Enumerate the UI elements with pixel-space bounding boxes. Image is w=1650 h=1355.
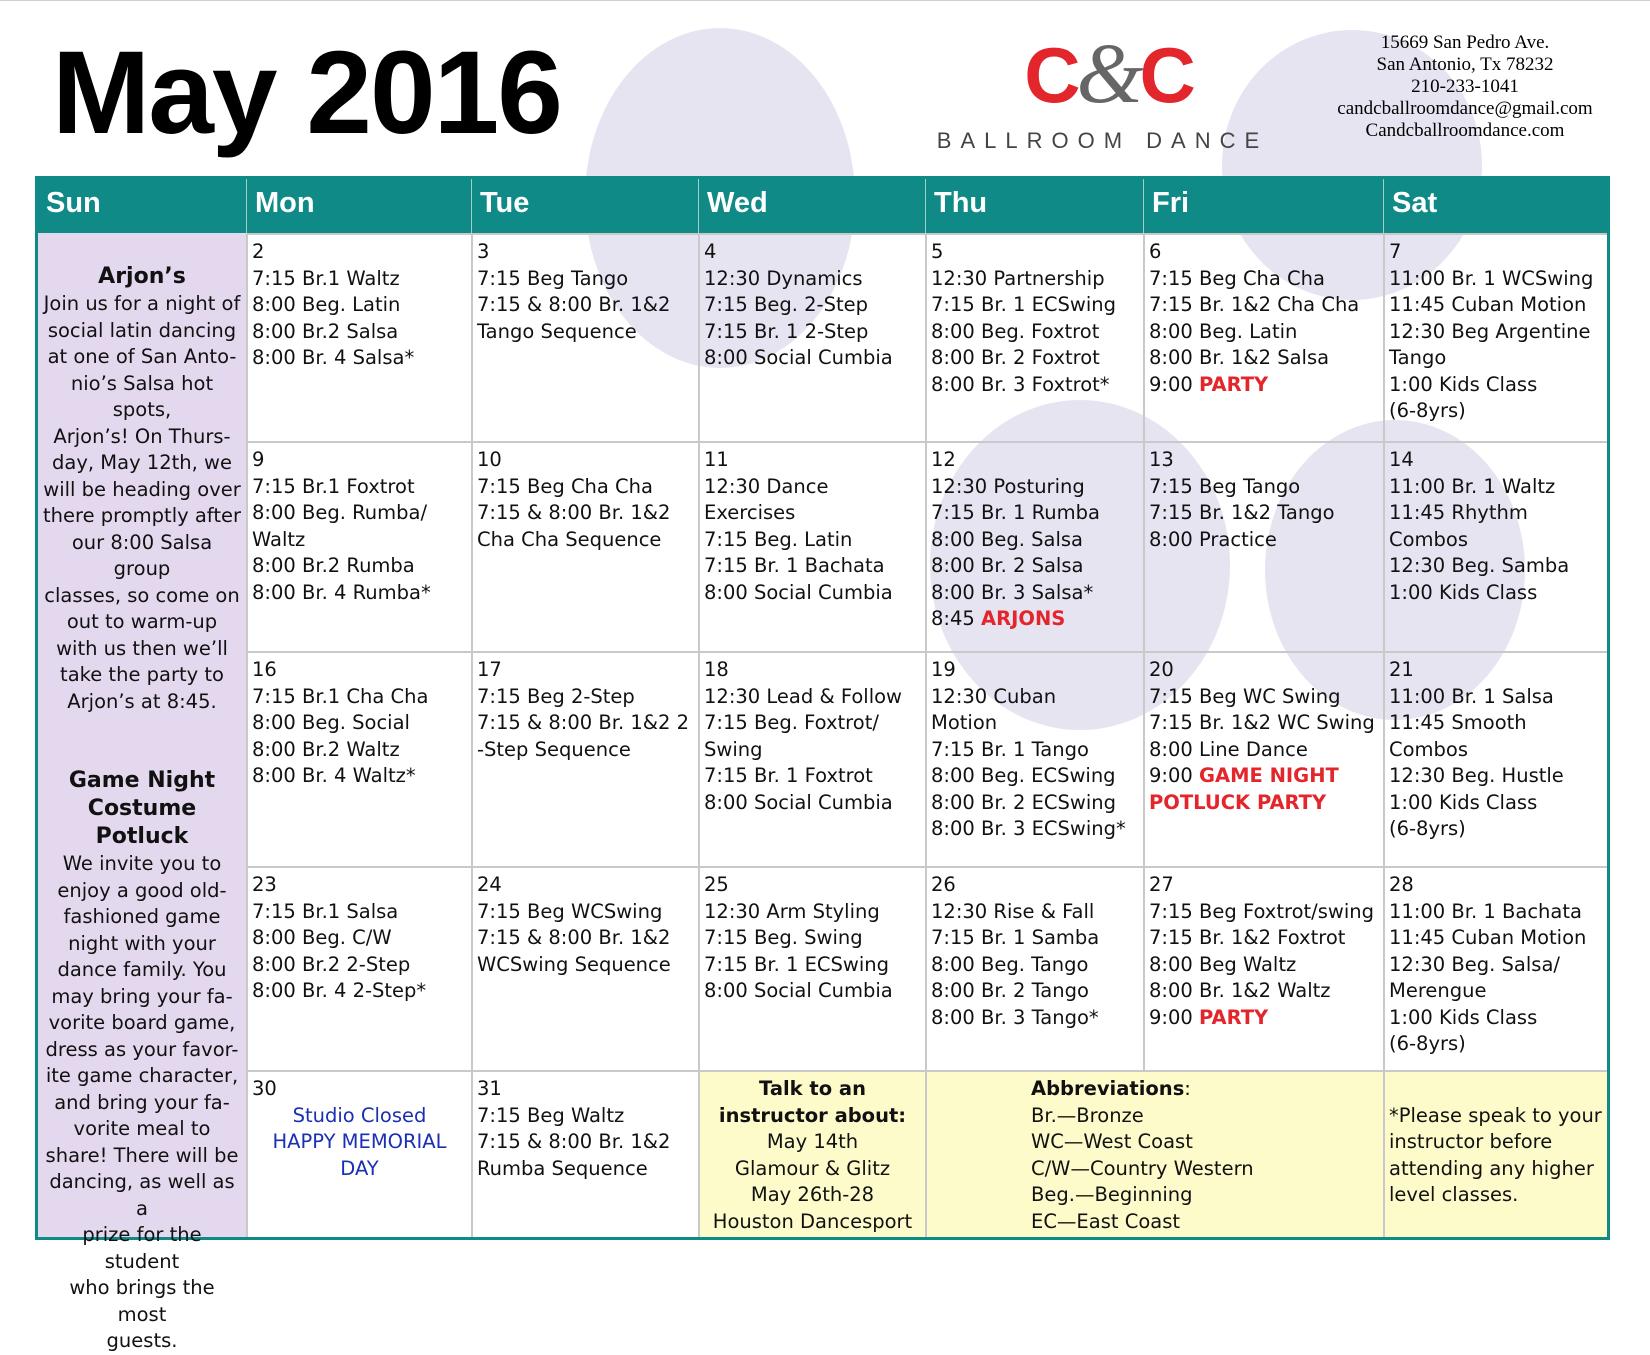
page-title: May 2016: [52, 27, 561, 159]
day-number: 19: [931, 658, 956, 681]
class-entry: (6-8yrs): [1389, 1032, 1466, 1055]
class-entry: 12:30 Cuban: [931, 684, 1057, 708]
class-entry: 7:15 Br. 1 Bachata: [704, 554, 885, 577]
class-entry: WCSwing Sequence: [477, 952, 671, 976]
text-line: 7:15 & 8:00 Br. 1&2: [477, 1130, 671, 1153]
text-line: dancing, as well as a: [49, 1170, 235, 1220]
class-entry: 8:00 Beg. ECSwing: [931, 764, 1116, 787]
day-number: 9: [252, 448, 265, 471]
text-line: Br.—Bronze: [1031, 1103, 1144, 1127]
day-cell: [1383, 651, 1607, 866]
abbreviation-list: [1031, 1103, 1379, 1236]
class-entry: 12:30 Beg. Samba: [1389, 554, 1570, 577]
class-entry: 7:15 Beg. Latin: [704, 527, 853, 551]
event-description: [43, 851, 241, 1355]
logo-letter: C: [1139, 31, 1196, 119]
text-line: We invite you to: [62, 852, 222, 875]
day-cell: [471, 866, 698, 1070]
day-number: 23: [252, 873, 277, 896]
day-number: 6: [1149, 240, 1162, 263]
class-entry: 8:00 Beg. Latin: [1149, 319, 1298, 343]
event-time: 8:45: [931, 607, 975, 630]
class-entry: 1:00 Kids Class: [1389, 790, 1538, 814]
text-line: C/W—Country Western: [1031, 1156, 1254, 1180]
text-line: guests.: [106, 1329, 178, 1352]
text-line: Game Night: [68, 768, 216, 793]
class-entry: 7:15 Br. 1&2 Cha Cha: [1149, 293, 1360, 316]
day-number: 12: [931, 448, 956, 471]
event-title: Arjon’s: [98, 264, 186, 289]
class-entry: 7:15 & 8:00 Br. 1&2: [477, 501, 671, 524]
class-entry: 8:00 Br. 2 Tango: [931, 979, 1089, 1002]
day-cell: [698, 233, 925, 441]
heading-colon: :: [1184, 1077, 1191, 1100]
class-entry: (6-8yrs): [1389, 817, 1466, 840]
day-number: 21: [1389, 658, 1414, 681]
class-entry: 7:15 Br. 1 Foxtrot: [704, 764, 873, 787]
day-cell: [471, 1070, 698, 1237]
day-cell: [925, 441, 1143, 651]
day-cell: [1143, 233, 1383, 441]
day-header-sat: Sat: [1383, 179, 1607, 233]
class-entry: 8:00 Beg. Social: [252, 711, 410, 734]
class-entry: 7:15 & 8:00 Br. 1&2 2: [477, 711, 690, 734]
day-number: 16: [252, 658, 277, 681]
day-number: 7: [1389, 240, 1402, 263]
text-line: there promptly after: [43, 504, 241, 527]
class-entry: 8:00 Br.2 Salsa: [252, 319, 399, 343]
class-entry: 7:15 Beg WC Swing: [1149, 684, 1341, 708]
class-entry: 8:00 Br. 4 2-Step*: [252, 979, 427, 1002]
class-entry: 7:15 Br. 1 Samba: [931, 926, 1100, 949]
class-entry: 7:15 Beg. 2-Step: [704, 293, 868, 316]
class-entry: 7:15 Br. 1 Rumba: [931, 501, 1100, 524]
class-entry: 7:15 Beg Cha Cha: [1149, 266, 1325, 290]
text-line: may bring your fa-: [51, 984, 233, 1008]
class-entry: 11:00 Br. 1 Bachata: [1389, 899, 1582, 923]
text-line: Join us for a night of: [43, 292, 241, 315]
text-line: May 26th-28: [750, 1183, 875, 1206]
class-entry: 8:00 Br.2 Waltz: [252, 737, 400, 761]
day-cell: [698, 651, 925, 866]
abbreviations: [925, 1070, 1383, 1237]
day-number: 5: [931, 240, 944, 263]
event-description: [43, 291, 241, 715]
class-entry: 7:15 Br. 1&2 Tango: [1149, 501, 1335, 524]
day-number: 4: [704, 240, 717, 263]
class-entry: 8:00 Beg. Rumba/: [252, 501, 428, 524]
day-cell: [1143, 441, 1383, 651]
class-entry: 8:00 Br. 3 ECSwing*: [931, 817, 1126, 840]
class-entry: 7:15 Br.1 Salsa: [252, 899, 399, 923]
class-entry: 8:00 Br. 3 Tango*: [931, 1005, 1099, 1029]
class-entry: 1:00 Kids Class: [1389, 372, 1538, 396]
event-highlight: POTLUCK PARTY: [1149, 790, 1327, 814]
day-header-fri: Fri: [1143, 179, 1383, 233]
class-entry: 11:00 Br. 1 Salsa: [1389, 684, 1554, 708]
top-rule: [0, 0, 1650, 1]
class-entry: 8:00 Beg Waltz: [1149, 952, 1297, 976]
brand-logo: [905, 22, 1300, 162]
text-line: will be heading over: [43, 477, 241, 501]
website: Candcballroomdance.com: [1365, 120, 1565, 141]
class-entry: 7:15 Beg. Foxtrot/: [704, 711, 879, 734]
text-line: vorite board game,: [48, 1011, 236, 1034]
event-time: 9:00: [1149, 1005, 1193, 1029]
class-entry: Cha Cha Sequence: [477, 527, 662, 551]
class-entry: 12:30 Dynamics: [704, 266, 863, 290]
text-line: night with your: [68, 931, 216, 955]
text-line: at one of San Anto-: [47, 345, 237, 368]
day-number: 10: [477, 448, 502, 471]
class-entry: 8:00 Br. 3 Foxtrot*: [931, 372, 1110, 396]
class-entry: 7:15 Br. 1 2-Step: [704, 319, 869, 343]
text-line: out to warm-up: [66, 610, 218, 633]
day-cell: [471, 651, 698, 866]
logo-subtitle: BALLROOM DANCE: [936, 128, 1269, 153]
text-line: Talk to an: [759, 1077, 866, 1100]
day-number: 18: [704, 658, 729, 681]
day-cell: [1143, 866, 1383, 1070]
class-entry: 7:15 Beg Cha Cha: [477, 474, 653, 498]
class-entry: Waltz: [252, 527, 306, 551]
text-line: Glamour & Glitz: [734, 1156, 891, 1180]
class-entry: -Step Sequence: [477, 737, 631, 761]
logo-ampersand: &: [1076, 25, 1144, 121]
day-header-tue: Tue: [471, 179, 698, 233]
day-number: 20: [1149, 658, 1174, 681]
day-number: 3: [477, 240, 490, 263]
class-entry: 8:00 Social Cumbia: [704, 346, 893, 369]
level-note: [1383, 1070, 1607, 1237]
note-lines: [704, 1129, 921, 1235]
day-number: 24: [477, 873, 502, 896]
day-cell: [925, 233, 1143, 441]
class-entry: Tango Sequence: [477, 319, 637, 343]
class-entry: 7:15 Br.1 Foxtrot: [252, 474, 415, 498]
text-line: prize for the student: [82, 1223, 202, 1273]
day-header-wed: Wed: [698, 179, 925, 233]
class-entry: 7:15 Beg. Swing: [704, 926, 863, 949]
text-line: level classes.: [1389, 1183, 1519, 1206]
class-entry: 8:00 Social Cumbia: [704, 979, 893, 1002]
class-entry: 7:15 Br.1 Waltz: [252, 266, 400, 290]
contact-block: [1300, 32, 1630, 142]
text-line: Studio Closed: [292, 1103, 427, 1127]
class-entry: 8:00 Br. 4 Salsa*: [252, 346, 415, 369]
class-entry: 12:30 Arm Styling: [704, 899, 880, 923]
day-cell: [246, 233, 471, 441]
day-cell: [246, 866, 471, 1070]
day-number: 31: [477, 1077, 502, 1100]
class-entry: 7:15 & 8:00 Br. 1&2: [477, 926, 671, 949]
text-line: nio’s Salsa hot spots,: [70, 371, 214, 421]
address-city: San Antonio, Tx 78232: [1376, 54, 1554, 75]
class-entry: Exercises: [704, 501, 796, 524]
class-entry: 8:00 Br.2 Rumba: [252, 554, 415, 577]
day-cell: [471, 233, 698, 441]
class-entry: 8:00 Br. 4 Waltz*: [252, 764, 416, 787]
class-entry: 8:00 Social Cumbia: [704, 580, 893, 604]
class-entry: 7:15 & 8:00 Br. 1&2: [477, 293, 671, 316]
day-cell: [1383, 866, 1607, 1070]
class-entry: 8:00 Br.2 2-Step: [252, 952, 411, 976]
text-line: dress as your favor-: [45, 1037, 239, 1061]
day-cell: [925, 866, 1143, 1070]
day-cell: [1383, 441, 1607, 651]
event-entry: [1149, 372, 1379, 399]
class-entry: 7:15 Beg WCSwing: [477, 899, 663, 923]
text-line: Houston Dancesport: [712, 1209, 913, 1233]
day-number: 17: [477, 658, 502, 681]
class-entry: 12:30 Beg. Hustle: [1389, 764, 1564, 787]
text-line: vorite meal to: [73, 1117, 211, 1140]
day-cell: [246, 441, 471, 651]
day-header-sun: Sun: [38, 179, 246, 233]
class-entry: 12:30 Partnership: [931, 266, 1105, 290]
text-line: enjoy a good old-: [57, 878, 227, 902]
day-cell: [246, 651, 471, 866]
class-entry: 8:00 Br. 2 ECSwing: [931, 790, 1117, 814]
text-line: attending any higher: [1389, 1156, 1594, 1180]
class-entry: Combos: [1389, 527, 1469, 551]
logo-letter: C: [1024, 31, 1081, 119]
class-entry: 8:00 Br. 4 Rumba*: [252, 580, 431, 604]
class-entry: 12:30 Beg. Salsa/: [1389, 952, 1560, 976]
day-cell: [471, 441, 698, 651]
text-line: Potluck: [95, 824, 189, 849]
day-number: 13: [1149, 448, 1174, 471]
class-entry: 1:00 Kids Class: [1389, 580, 1538, 604]
class-entry: 7:15 Beg Tango: [477, 266, 629, 290]
class-entry: Tango: [1389, 346, 1447, 369]
class-entry: 7:15 Beg Tango: [1149, 474, 1301, 498]
class-entry: 7:15 Br.1 Cha Cha: [252, 684, 429, 708]
text-line: Rumba Sequence: [477, 1156, 648, 1180]
class-entry: Combos: [1389, 737, 1469, 761]
class-entry: 7:15 Br. 1&2 Foxtrot: [1149, 926, 1346, 949]
day-number: 25: [704, 873, 729, 896]
text-line: our 8:00 Salsa group: [71, 530, 213, 580]
event-entry: [1149, 763, 1379, 790]
text-line: Costume: [87, 796, 197, 821]
text-line: dance family. You: [57, 958, 227, 981]
text-line: social latin dancing: [47, 318, 237, 342]
class-entry: 8:00 Beg. Latin: [252, 293, 401, 316]
text-line: HAPPY MEMORIAL: [272, 1130, 447, 1153]
class-entry: 7:15 Beg 2-Step: [477, 684, 635, 708]
calendar-grid: [35, 176, 1610, 1352]
class-entry: 7:15 Beg Foxtrot/swing: [1149, 899, 1374, 923]
day-number: 2: [252, 240, 265, 263]
class-list: [477, 1103, 694, 1183]
class-entry: 7:15 Br. 1 Tango: [931, 737, 1089, 761]
text-line: WC—West Coast: [1031, 1130, 1193, 1153]
address-street: 15669 San Pedro Ave.: [1380, 32, 1550, 53]
class-entry: 11:45 Rhythm: [1389, 501, 1528, 524]
phone: 210-233-1041: [1411, 76, 1519, 97]
text-line: take the party to: [60, 663, 224, 686]
class-entry: 8:00 Br. 2 Salsa: [931, 554, 1084, 577]
event-entry: [931, 606, 1139, 633]
text-line: and bring your fa-: [54, 1090, 230, 1114]
class-entry: 8:00 Br. 1&2 Waltz: [1149, 979, 1331, 1002]
text-line: *Please speak to your: [1389, 1103, 1602, 1127]
class-entry: 8:00 Br. 2 Foxtrot: [931, 346, 1100, 369]
logo-mark: [975, 25, 1245, 121]
text-line: with us then we’ll: [56, 636, 228, 660]
event-entry: [1149, 1005, 1379, 1032]
text-line: Arjon’s! On Thurs-: [53, 424, 231, 448]
text-line: Beg.—Beginning: [1031, 1183, 1193, 1206]
class-entry: 8:00 Practice: [1149, 527, 1277, 551]
text-line: instructor before: [1389, 1130, 1553, 1153]
event-highlight: ARJONS: [981, 607, 1066, 630]
class-entry: 11:45 Cuban Motion: [1389, 926, 1587, 949]
event-time: 9:00: [1149, 372, 1193, 396]
text-line: who brings the most: [69, 1276, 215, 1326]
day-cell: [1383, 233, 1607, 441]
email: candcballroomdance@gmail.com: [1337, 98, 1593, 119]
abbreviations-heading: Abbreviations: [1031, 1077, 1185, 1100]
class-entry: 8:00 Beg. C/W: [252, 926, 392, 949]
class-entry: 11:45 Smooth: [1389, 711, 1527, 734]
class-entry: 8:00 Br. 3 Salsa*: [931, 580, 1094, 604]
instructor-note: [698, 1070, 925, 1237]
text-line: EC—East Coast: [1031, 1209, 1181, 1233]
class-entry: 8:00 Br. 1&2 Salsa: [1149, 346, 1330, 369]
event-time: 9:00: [1149, 764, 1193, 787]
text-line: classes, so come on: [44, 583, 240, 607]
day-cell: [698, 441, 925, 651]
class-entry: 11:00 Br. 1 Waltz: [1389, 474, 1556, 498]
class-entry: 11:45 Cuban Motion: [1389, 293, 1587, 316]
day-number: 28: [1389, 873, 1414, 896]
class-entry: 8:00 Beg. Tango: [931, 952, 1089, 976]
class-entry: 7:15 Br. 1 ECSwing: [931, 293, 1117, 316]
text-line: instructor about:: [718, 1103, 907, 1127]
class-entry: 12:30 Dance: [704, 474, 829, 498]
day-cell: [698, 866, 925, 1070]
class-entry: 12:30 Beg Argentine: [1389, 319, 1591, 343]
event-title: [43, 767, 241, 851]
event-highlight: PARTY: [1199, 1005, 1269, 1029]
class-entry: 8:00 Beg. Foxtrot: [931, 319, 1100, 343]
day-number: 26: [931, 873, 956, 896]
class-entry: 8:00 Line Dance: [1149, 737, 1308, 761]
class-entry: 8:00 Beg. Salsa: [931, 527, 1083, 551]
text-line: May 14th: [766, 1130, 859, 1153]
class-entry: 12:30 Rise & Fall: [931, 899, 1095, 923]
text-line: ite game character,: [45, 1064, 239, 1087]
day-number: 14: [1389, 448, 1414, 471]
class-entry: Merengue: [1389, 979, 1487, 1002]
class-entry: Swing: [704, 737, 763, 761]
class-entry: Motion: [931, 711, 998, 734]
class-entry: 7:15 Br. 1&2 WC Swing: [1149, 711, 1375, 734]
note-lines: [1389, 1103, 1603, 1209]
text-line: share! There will be: [45, 1143, 239, 1167]
class-entry: 7:15 Br. 1 ECSwing: [704, 952, 890, 976]
day-number: 11: [704, 448, 729, 471]
text-line: 7:15 Beg Waltz: [477, 1103, 625, 1127]
closure-note: [252, 1103, 467, 1183]
class-entry: 11:00 Br. 1 WCSwing: [1389, 266, 1594, 290]
event-highlight: PARTY: [1199, 372, 1269, 396]
text-line: fashioned game: [63, 905, 221, 928]
text-line: day, May 12th, we: [52, 451, 232, 474]
class-entry: 8:00 Social Cumbia: [704, 790, 893, 814]
day-cell: [925, 651, 1143, 866]
class-entry: (6-8yrs): [1389, 399, 1466, 422]
text-line: Arjon’s at 8:45.: [67, 689, 217, 713]
class-entry: 1:00 Kids Class: [1389, 1005, 1538, 1029]
class-entry: 12:30 Posturing: [931, 474, 1085, 498]
day-number: 27: [1149, 873, 1174, 896]
event-highlight: GAME NIGHT: [1199, 764, 1339, 787]
day-cell: [1143, 651, 1383, 866]
day-cell: [246, 1070, 471, 1237]
class-entry: 12:30 Lead & Follow: [704, 684, 903, 708]
day-number: 30: [252, 1077, 277, 1100]
text-line: DAY: [340, 1156, 379, 1180]
day-header-mon: Mon: [246, 179, 471, 233]
note-heading: [704, 1076, 921, 1129]
day-header-thu: Thu: [925, 179, 1143, 233]
sunday-sidebar: [38, 233, 246, 1352]
